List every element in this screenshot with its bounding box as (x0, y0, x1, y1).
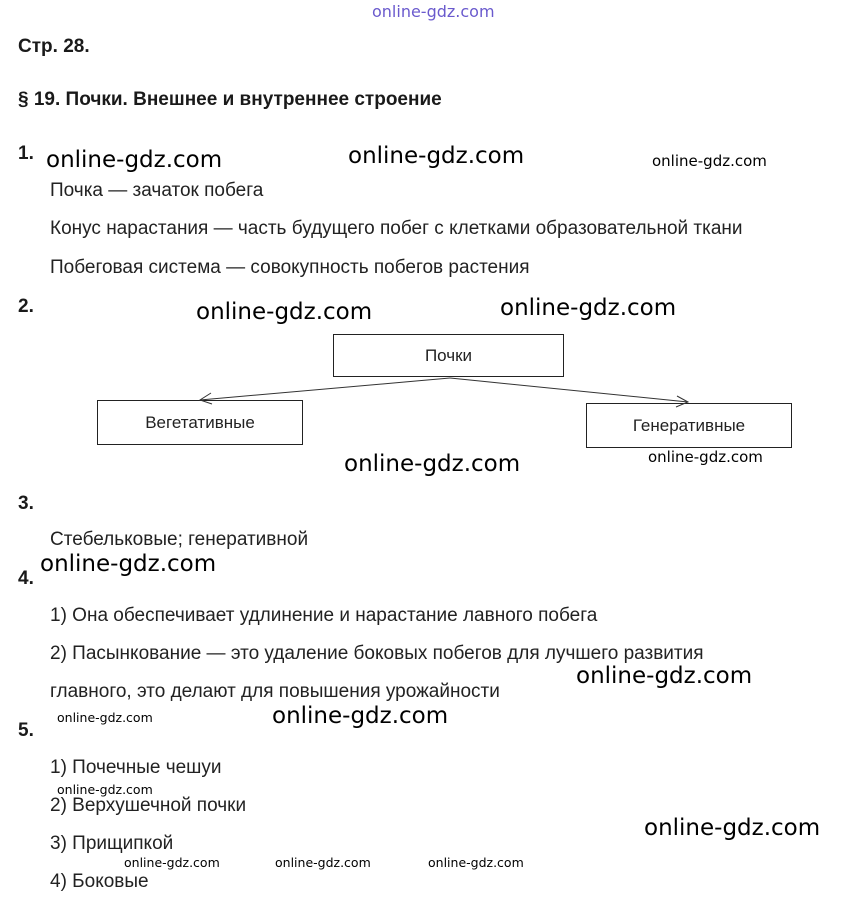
q4-answer-2: 2) Пасынкование — это удаление боковых побегов для лучшего развития (50, 643, 704, 664)
watermark: online-gdz.com (500, 295, 677, 321)
watermark: online-gdz.com (648, 448, 763, 466)
q3-answer: Стебельковые; генеративной (50, 529, 309, 550)
question-5-number: 5. (18, 720, 34, 741)
question-4-number: 4. (18, 568, 34, 589)
watermark: online-gdz.com (124, 855, 220, 870)
question-2-number: 2. (18, 296, 34, 317)
page-number: Стр. 28. (18, 36, 90, 57)
watermark-top: online-gdz.com (372, 2, 495, 21)
watermark: online-gdz.com (428, 855, 524, 870)
watermark: online-gdz.com (348, 143, 525, 169)
watermark: online-gdz.com (275, 855, 371, 870)
section-title: § 19. Почки. Внешнее и внутреннее строение (18, 89, 442, 110)
watermark: online-gdz.com (46, 147, 223, 173)
diagram-root-node: Почки (333, 334, 564, 377)
watermark: online-gdz.com (196, 299, 373, 325)
watermark: online-gdz.com (652, 152, 767, 170)
watermark: online-gdz.com (57, 710, 153, 725)
watermark: online-gdz.com (57, 782, 153, 797)
watermark: online-gdz.com (344, 451, 521, 477)
question-1-number: 1. (18, 143, 34, 164)
diagram-left-node: Вегетативные (97, 400, 303, 445)
q4-answer-1: 1) Она обеспечивает удлинение и нарастание лавного побега (50, 605, 598, 626)
q5-answer-2: 2) Верхушечной почки (50, 795, 247, 816)
question-3-number: 3. (18, 493, 34, 514)
watermark: online-gdz.com (644, 815, 821, 841)
q5-answer-3: 3) Прищипкой (50, 833, 174, 854)
watermark: online-gdz.com (272, 703, 449, 729)
q1-definition-shoot-system: Побеговая система — совокупность побегов растения (50, 257, 530, 278)
arrow-to-left (200, 378, 450, 400)
q1-definition-growth-cone: Конус нарастания — часть будущего побег с клетками образовательной ткани (50, 218, 743, 239)
q1-definition-bud: Почка — зачаток побега (50, 180, 264, 201)
q4-answer-2-continued: главного, это делают для повышения урожайности (50, 681, 500, 702)
diagram-right-node: Генеративные (586, 403, 792, 448)
watermark: online-gdz.com (40, 551, 217, 577)
q5-answer-1: 1) Почечные чешуи (50, 757, 222, 778)
watermark: online-gdz.com (576, 663, 753, 689)
q5-answer-4: 4) Боковые (50, 871, 149, 892)
arrow-to-right (450, 378, 688, 402)
arrowhead-left (200, 393, 212, 404)
